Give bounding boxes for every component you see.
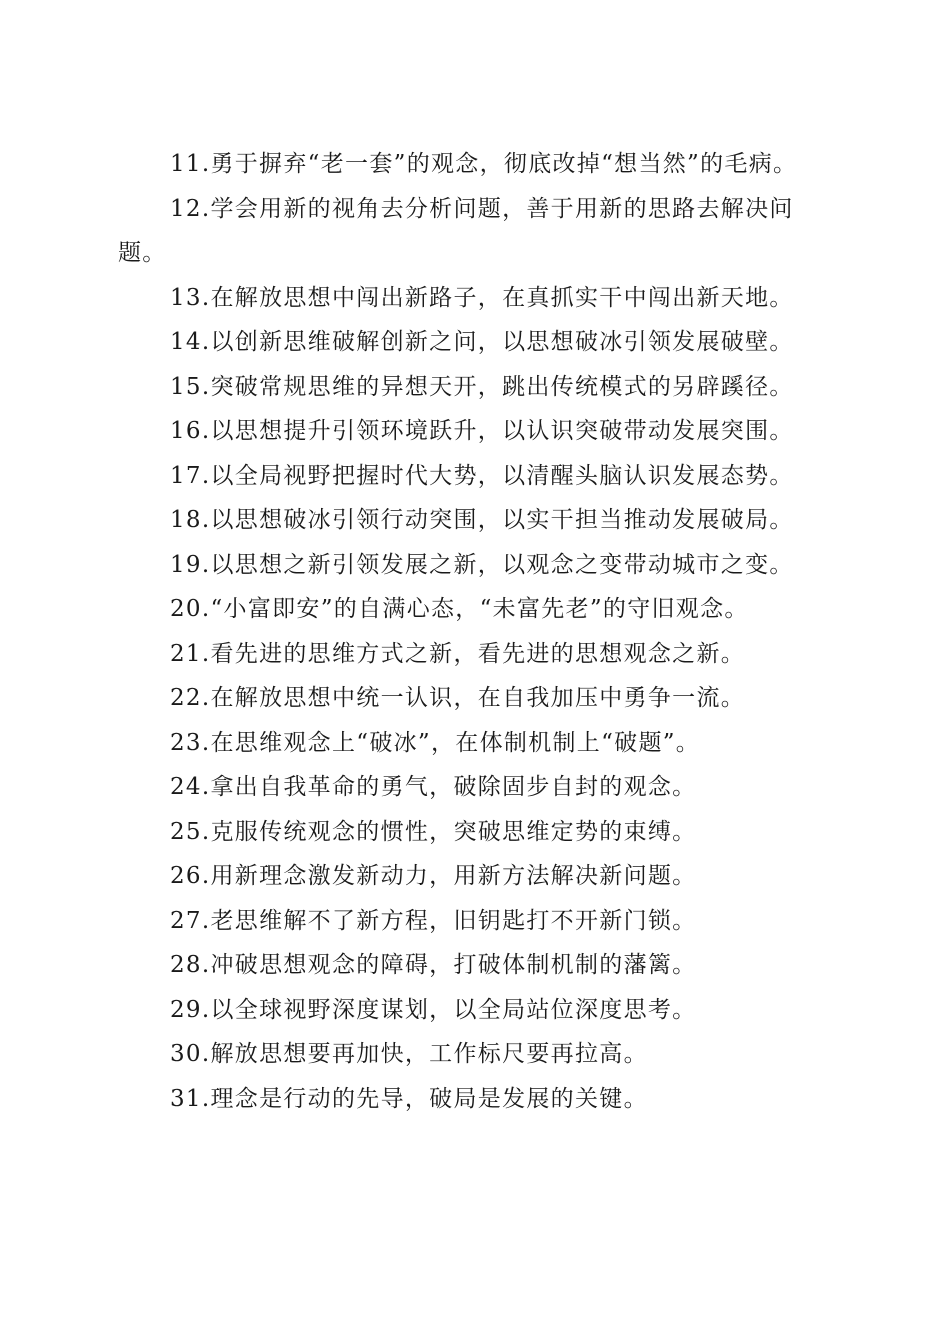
list-item: 20.“小富即安”的自满心态，“未富先老”的守旧观念。 (170, 596, 749, 622)
list-item: 16.以思想提升引领环境跃升，以认识突破带动发展突围。 (170, 418, 794, 444)
list-item: 28.冲破思想观念的障碍，打破体制机制的藩篱。 (170, 952, 697, 978)
list-item: 29.以全球视野深度谋划，以全局站位深度思考。 (170, 996, 697, 1023)
list-item: 27.老思维解不了新方程，旧钥匙打不开新门锁。 (170, 907, 697, 934)
list-item: 25.克服传统观念的惯性，突破思维定势的束缚。 (170, 818, 697, 845)
list-item: 26.用新理念激发新动力，用新方法解决新问题。 (170, 863, 697, 889)
list-item: 23.在思维观念上“破冰”，在体制机制上“破题”。 (170, 729, 701, 756)
list-item: 22.在解放思想中统一认识，在自我加压中勇争一流。 (170, 685, 746, 711)
list-item: 12.学会用新的视角去分析问题，善于用新的思路去解决问题。 (118, 195, 794, 266)
list-item: 24.拿出自我革命的勇气，破除固步自封的观念。 (170, 774, 697, 800)
document-body (118, 142, 830, 1121)
list-item: 30.解放思想要再加快，工作标尺要再拉高。 (170, 1041, 648, 1067)
list-item: 15.突破常规思维的异想天开，跳出传统模式的另辟蹊径。 (170, 373, 794, 400)
list-item: 13.在解放思想中闯出新路子，在真抓实干中闯出新天地。 (170, 284, 794, 311)
list-item: 14.以创新思维破解创新之问，以思想破冰引领发展破壁。 (170, 329, 794, 355)
list-item: 19.以思想之新引领发展之新，以观念之变带动城市之变。 (170, 551, 794, 578)
list-item: 18.以思想破冰引领行动突围，以实干担当推动发展破局。 (170, 507, 794, 533)
list-item: 21.看先进的思维方式之新，看先进的思想观念之新。 (170, 640, 746, 667)
list-item: 31.理念是行动的先导，破局是发展的关键。 (170, 1085, 648, 1112)
list-item: 11.勇于摒弃“老一套”的观念，彻底改掉“想当然”的毛病。 (170, 151, 798, 177)
list-item: 17.以全局视野把握时代大势，以清醒头脑认识发展态势。 (170, 462, 794, 489)
